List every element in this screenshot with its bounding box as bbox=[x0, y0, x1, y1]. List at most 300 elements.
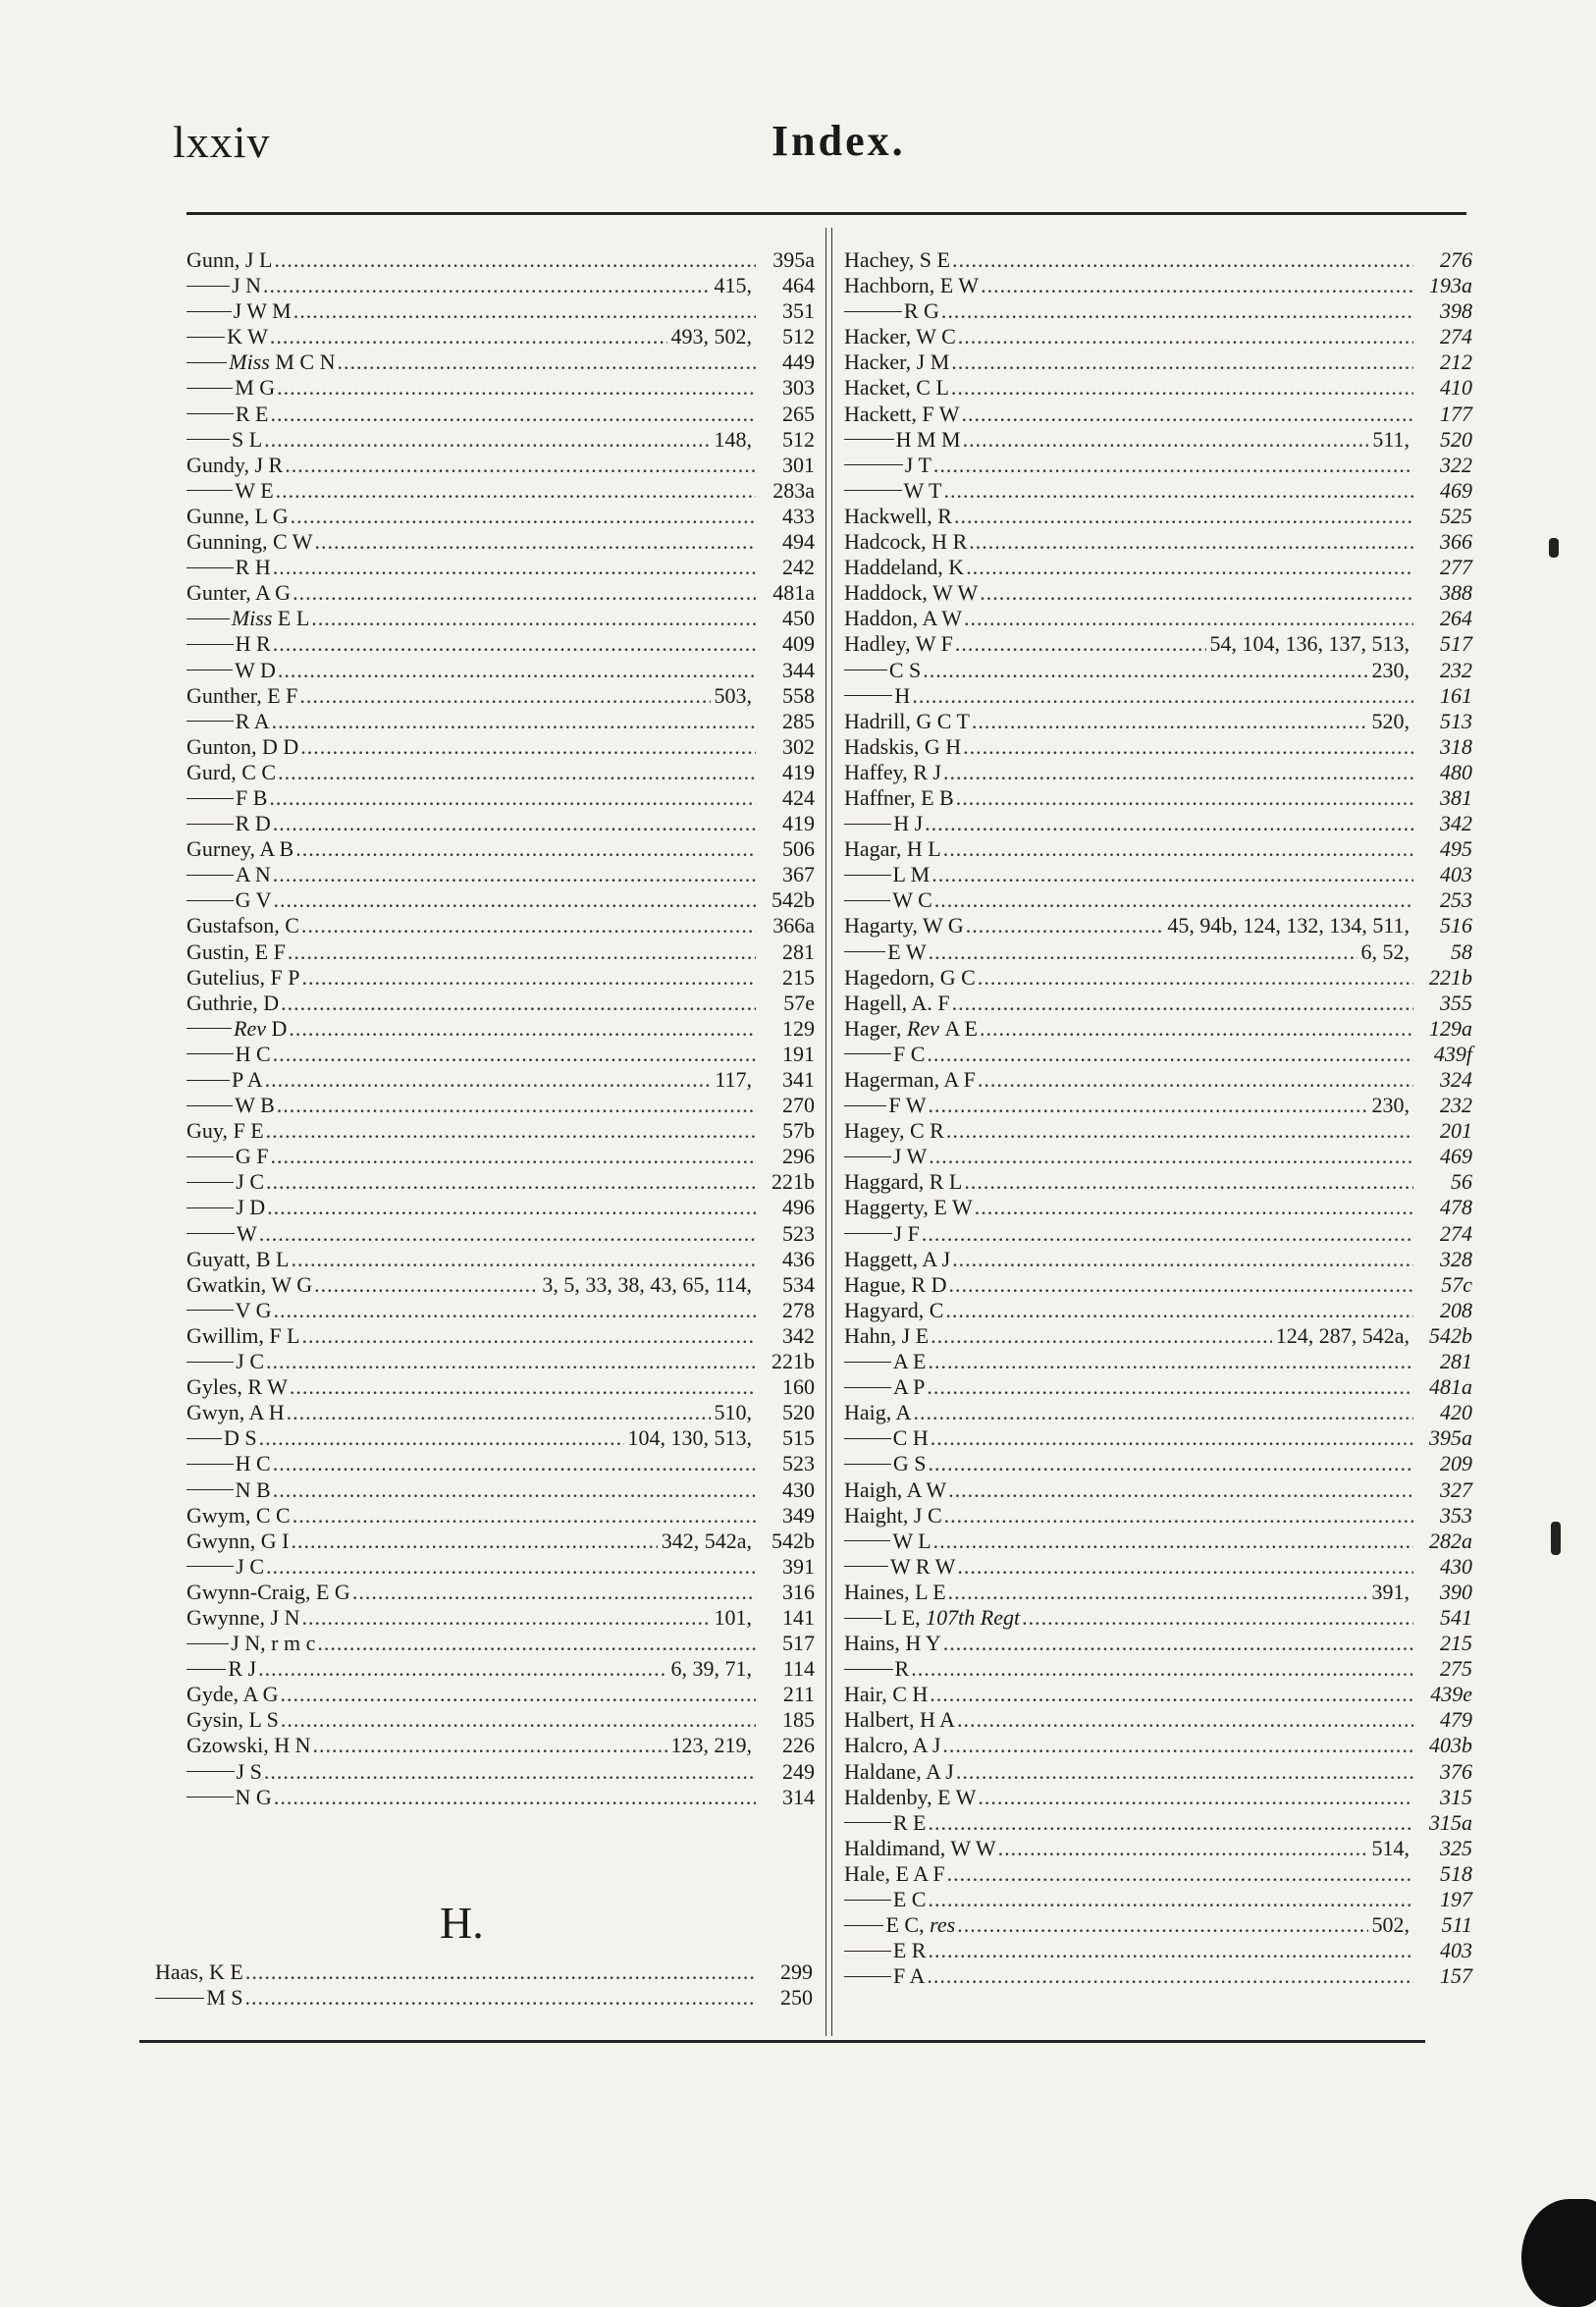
index-entry bbox=[844, 324, 1472, 349]
entry-name: Gyles, R W bbox=[186, 1374, 288, 1400]
ditto-dash bbox=[186, 439, 230, 440]
entry-name: P A bbox=[232, 1067, 263, 1092]
index-entry bbox=[186, 1631, 815, 1656]
entry-page: 314 bbox=[782, 1784, 815, 1809]
dot-leader bbox=[951, 375, 1413, 401]
entry-name: J D bbox=[236, 1195, 266, 1220]
entry-name: J W bbox=[892, 1144, 928, 1169]
dot-leader bbox=[264, 427, 710, 453]
index-entry bbox=[186, 555, 815, 580]
entry-page: 221b bbox=[771, 1349, 815, 1374]
entry-page: 281 bbox=[1440, 1349, 1472, 1374]
entry-name: Haig, A bbox=[844, 1400, 912, 1425]
ditto-dash bbox=[186, 1669, 226, 1670]
ditto-dash bbox=[186, 490, 233, 491]
ditto-dash bbox=[186, 644, 234, 645]
ditto-dash bbox=[186, 1182, 234, 1183]
dot-leader bbox=[302, 1323, 756, 1349]
index-entry bbox=[844, 939, 1472, 965]
dot-leader bbox=[928, 1938, 1413, 1963]
dot-leader bbox=[946, 1118, 1413, 1144]
dot-leader bbox=[954, 504, 1413, 529]
entry-name: V G bbox=[235, 1297, 272, 1322]
dot-leader bbox=[273, 887, 756, 913]
entry-name: Gysin, L S bbox=[186, 1707, 279, 1733]
entry-name: Hagyard, C bbox=[844, 1297, 944, 1322]
entry-page: 57c bbox=[1441, 1271, 1472, 1297]
entry-page: 516 bbox=[1440, 913, 1472, 939]
entry-page: 283a bbox=[772, 477, 815, 503]
dot-leader bbox=[980, 580, 1413, 606]
ditto-dash bbox=[844, 900, 890, 901]
entry-name: A P bbox=[892, 1374, 926, 1400]
dot-leader bbox=[928, 1810, 1413, 1836]
entry-name: Guthrie, D bbox=[186, 990, 280, 1015]
entry-name: Gundy, J R bbox=[186, 452, 284, 477]
entry-name: K W bbox=[227, 324, 268, 349]
entry-name: Gwillim, F L bbox=[186, 1322, 300, 1348]
entry-name: Hacker, J M bbox=[844, 349, 950, 375]
entry-name: Haddeland, K bbox=[844, 555, 965, 580]
index-entry bbox=[186, 1733, 815, 1758]
index-entry bbox=[844, 887, 1472, 913]
dot-leader bbox=[259, 1425, 624, 1451]
dot-leader bbox=[963, 427, 1369, 453]
dot-leader bbox=[943, 1631, 1413, 1656]
index-entry bbox=[844, 1042, 1472, 1067]
entry-page: 197 bbox=[1440, 1887, 1472, 1911]
index-entry bbox=[186, 478, 815, 504]
entry-name: W C bbox=[892, 887, 932, 913]
index-entry bbox=[186, 1656, 815, 1682]
ditto-dash bbox=[186, 1053, 234, 1054]
dot-leader bbox=[943, 760, 1413, 785]
index-entry bbox=[186, 1785, 815, 1810]
index-entry bbox=[844, 1067, 1472, 1093]
entry-name: Gwynne, J N bbox=[186, 1604, 300, 1630]
index-entry bbox=[844, 504, 1472, 529]
ditto-dash bbox=[186, 1207, 234, 1208]
entry-name: Hains, H Y bbox=[844, 1631, 941, 1656]
entry-name: Gurd, C C bbox=[186, 759, 277, 784]
entry-extra-pages: 54, 104, 136, 137, 513, bbox=[1209, 631, 1410, 657]
dot-leader bbox=[975, 1195, 1413, 1220]
index-entry bbox=[844, 1912, 1472, 1938]
entry-name: Hacker, W C bbox=[844, 324, 956, 349]
ditto-dash bbox=[844, 1438, 891, 1439]
dot-leader bbox=[277, 375, 756, 401]
ditto-dash bbox=[844, 439, 894, 440]
entry-page: 215 bbox=[1440, 1631, 1472, 1656]
entry-page: 322 bbox=[1440, 452, 1472, 477]
dot-leader bbox=[270, 324, 667, 349]
entry-name: Hadskis, G H bbox=[844, 733, 962, 759]
entry-name: W L bbox=[892, 1528, 931, 1553]
dot-leader bbox=[302, 965, 756, 991]
entry-page: 242 bbox=[782, 555, 815, 580]
dot-leader bbox=[925, 811, 1413, 836]
entry-page: 325 bbox=[1440, 1835, 1472, 1860]
dot-leader bbox=[291, 504, 756, 529]
ditto-dash bbox=[186, 1771, 235, 1772]
index-entry bbox=[844, 734, 1472, 760]
dot-leader bbox=[273, 811, 756, 836]
index-entry bbox=[844, 1093, 1472, 1118]
dot-leader bbox=[978, 1785, 1413, 1810]
entry-name: F A bbox=[892, 1963, 926, 1989]
entry-page: 542b bbox=[771, 887, 815, 913]
entry-name: Hagar, H L bbox=[844, 836, 941, 862]
index-entry bbox=[186, 349, 815, 375]
entry-page: 208 bbox=[1440, 1297, 1472, 1322]
index-entry bbox=[186, 1118, 815, 1144]
entry-name: Haigh, A W bbox=[844, 1476, 947, 1502]
dot-leader bbox=[956, 1759, 1413, 1785]
entry-page: 303 bbox=[782, 375, 815, 401]
dot-leader bbox=[276, 478, 756, 504]
dot-leader bbox=[273, 555, 756, 580]
entry-name: G S bbox=[892, 1451, 927, 1476]
ditto-dash bbox=[844, 824, 891, 825]
ditto-dash bbox=[844, 1362, 891, 1363]
index-entry bbox=[844, 836, 1472, 862]
entry-page: 264 bbox=[1440, 606, 1472, 631]
entry-page: 520 bbox=[782, 1400, 815, 1425]
entry-page: 518 bbox=[1440, 1860, 1472, 1886]
entry-page: 129a bbox=[1429, 1015, 1472, 1041]
index-entry bbox=[186, 760, 815, 785]
entry-page: 355 bbox=[1440, 990, 1472, 1015]
dot-leader bbox=[266, 1349, 756, 1374]
index-entry bbox=[186, 709, 815, 734]
entry-page: 436 bbox=[782, 1246, 815, 1271]
entry-page: 276 bbox=[1440, 247, 1472, 272]
entry-page: 542b bbox=[1429, 1322, 1472, 1348]
page-title: Index. bbox=[771, 117, 906, 165]
index-entry bbox=[186, 785, 815, 811]
index-entry bbox=[844, 683, 1472, 709]
dot-leader bbox=[962, 402, 1413, 427]
entry-page: 495 bbox=[1440, 836, 1472, 862]
dot-leader bbox=[929, 939, 1357, 965]
index-entry bbox=[844, 402, 1472, 427]
entry-name: Gustafson, C bbox=[186, 913, 299, 939]
entry-name: Halcro, A J bbox=[844, 1733, 941, 1758]
entry-page: 523 bbox=[782, 1220, 815, 1246]
ditto-dash bbox=[844, 464, 903, 465]
entry-page: 494 bbox=[782, 529, 815, 555]
entry-name: Gwatkin, W G bbox=[186, 1271, 313, 1297]
entry-extra-pages: 101, bbox=[714, 1604, 752, 1630]
entry-page: 512 bbox=[782, 324, 815, 349]
dot-leader bbox=[265, 1067, 712, 1093]
dot-leader bbox=[969, 529, 1413, 555]
index-entry bbox=[844, 760, 1472, 785]
index-entry bbox=[844, 1733, 1472, 1758]
entry-page: 315a bbox=[1429, 1809, 1472, 1835]
index-entry bbox=[844, 453, 1472, 478]
entry-name: J W M bbox=[233, 298, 292, 324]
dot-leader bbox=[928, 1451, 1413, 1476]
dot-leader bbox=[957, 1912, 1367, 1938]
ditto-dash bbox=[186, 900, 234, 901]
ditto-dash bbox=[186, 824, 234, 825]
ditto-dash bbox=[844, 1566, 888, 1567]
index-entry bbox=[186, 1425, 815, 1451]
dot-leader bbox=[274, 247, 756, 273]
entry-name: Gwym, C C bbox=[186, 1502, 291, 1528]
entry-page: 56 bbox=[1451, 1169, 1472, 1195]
index-entry bbox=[844, 862, 1472, 887]
entry-page: 278 bbox=[782, 1297, 815, 1322]
index-entry bbox=[186, 1067, 815, 1093]
dot-leader bbox=[943, 836, 1413, 862]
index-entry bbox=[186, 913, 815, 939]
entry-extra-pages: 124, 287, 542a, bbox=[1275, 1322, 1410, 1348]
entry-page: 542b bbox=[771, 1528, 815, 1553]
dot-leader bbox=[352, 1580, 756, 1605]
index-entry bbox=[186, 529, 815, 555]
dot-leader bbox=[301, 913, 756, 939]
entry-name: G V bbox=[235, 887, 272, 913]
entry-name: W bbox=[237, 1220, 257, 1246]
dot-leader bbox=[313, 1733, 667, 1758]
entry-extra-pages: 230, bbox=[1371, 1093, 1410, 1118]
ditto-dash bbox=[844, 670, 887, 671]
index-section-h bbox=[155, 1959, 813, 2011]
index-entry bbox=[844, 1631, 1472, 1656]
entry-page: 232 bbox=[1440, 1093, 1472, 1118]
index-entry bbox=[186, 298, 815, 324]
entry-page: 534 bbox=[782, 1271, 815, 1297]
entry-page: 403 bbox=[1440, 1938, 1472, 1963]
entry-page: 366a bbox=[772, 913, 815, 939]
entry-name: J F bbox=[893, 1220, 920, 1246]
ditto-dash bbox=[844, 1156, 891, 1157]
ditto-dash bbox=[844, 695, 892, 696]
entry-page: 114 bbox=[782, 1656, 815, 1682]
dot-leader bbox=[295, 836, 756, 862]
entry-name: N B bbox=[235, 1476, 271, 1502]
entry-name: D S bbox=[224, 1425, 257, 1451]
index-entry bbox=[186, 1323, 815, 1349]
index-entry bbox=[844, 1785, 1472, 1810]
dot-leader bbox=[288, 939, 756, 965]
entry-name: G F bbox=[235, 1144, 269, 1169]
dot-leader bbox=[958, 324, 1413, 349]
dot-leader bbox=[273, 862, 756, 887]
dot-leader bbox=[292, 1247, 757, 1272]
entry-name: Haggerty, E W bbox=[844, 1195, 973, 1220]
ditto-dash bbox=[186, 1489, 234, 1490]
entry-page: 388 bbox=[1440, 580, 1472, 606]
entry-extra-pages: 117, bbox=[715, 1067, 752, 1092]
entry-page: 367 bbox=[782, 862, 815, 887]
entry-page: 558 bbox=[782, 682, 815, 708]
index-entry bbox=[186, 1529, 815, 1554]
dot-leader bbox=[292, 1529, 658, 1554]
ditto-dash bbox=[186, 311, 232, 312]
index-entry bbox=[844, 1118, 1472, 1144]
entry-page: 395a bbox=[1429, 1425, 1472, 1451]
index-entry bbox=[186, 1093, 815, 1118]
entry-page: 403 bbox=[1440, 862, 1472, 887]
entry-page: 232 bbox=[1440, 657, 1472, 682]
dot-leader bbox=[302, 1605, 711, 1631]
entry-page: 57b bbox=[782, 1118, 815, 1144]
index-entry bbox=[186, 1451, 815, 1476]
index-entry bbox=[844, 606, 1472, 631]
index-entry bbox=[844, 1554, 1472, 1580]
index-entry bbox=[844, 529, 1472, 555]
index-entry bbox=[844, 1887, 1472, 1912]
entry-page: 410 bbox=[1440, 375, 1472, 401]
index-entry bbox=[186, 991, 815, 1016]
entry-name: Haight, J C bbox=[844, 1502, 942, 1528]
dot-leader bbox=[278, 658, 756, 683]
dot-leader bbox=[293, 298, 756, 324]
dot-leader bbox=[263, 273, 710, 298]
index-entry bbox=[186, 1169, 815, 1195]
entry-page: 541 bbox=[1440, 1604, 1472, 1630]
entry-name: Hagarty, W G bbox=[844, 913, 964, 939]
index-entry bbox=[844, 427, 1472, 453]
entry-name: Gunther, E F bbox=[186, 682, 298, 708]
entry-page: 341 bbox=[782, 1067, 815, 1092]
entry-name: W E bbox=[235, 477, 274, 503]
ditto-dash bbox=[844, 1951, 891, 1952]
entry-page: 299 bbox=[780, 1959, 813, 1984]
index-entry bbox=[844, 1938, 1472, 1963]
dot-leader bbox=[273, 1298, 756, 1323]
index-entry bbox=[844, 1349, 1472, 1374]
entry-name: F B bbox=[235, 784, 268, 810]
dot-leader bbox=[941, 298, 1413, 324]
entry-page: 517 bbox=[1440, 631, 1472, 657]
entry-name: Gwyn, A H bbox=[186, 1400, 285, 1425]
index-entry bbox=[186, 887, 815, 913]
index-entry bbox=[186, 402, 815, 427]
entry-name: E R bbox=[892, 1938, 927, 1963]
index-entry bbox=[186, 1605, 815, 1631]
dot-leader bbox=[978, 1067, 1413, 1093]
index-entry bbox=[844, 1861, 1472, 1887]
entry-page: 318 bbox=[1440, 733, 1472, 759]
index-entry bbox=[186, 1477, 815, 1503]
entry-page: 215 bbox=[782, 964, 815, 990]
entry-extra-pages: 3, 5, 33, 38, 43, 65, 114, bbox=[542, 1271, 752, 1297]
entry-name: C S bbox=[888, 657, 922, 682]
index-entry bbox=[844, 1272, 1472, 1298]
index-entry bbox=[186, 1016, 815, 1042]
entry-page: 270 bbox=[782, 1093, 815, 1118]
entry-page: 469 bbox=[1440, 1144, 1472, 1169]
dot-leader bbox=[957, 1554, 1413, 1580]
entry-name: Hackett, F W bbox=[844, 401, 960, 426]
index-entry bbox=[186, 1374, 815, 1400]
entry-page: 281 bbox=[782, 939, 815, 964]
ditto-dash bbox=[186, 388, 233, 389]
index-entry bbox=[186, 504, 815, 529]
entry-page: 327 bbox=[1440, 1476, 1472, 1502]
dot-leader bbox=[931, 1323, 1272, 1349]
index-column-left bbox=[186, 247, 815, 1810]
entry-name: Haffey, R J bbox=[844, 759, 941, 784]
index-entry bbox=[186, 965, 815, 991]
entry-page: 265 bbox=[782, 401, 815, 426]
ditto-dash bbox=[844, 1464, 891, 1465]
entry-page: 513 bbox=[1440, 708, 1472, 733]
index-entry bbox=[844, 1963, 1472, 1989]
bottom-rule bbox=[139, 2040, 1425, 2043]
entry-name: Hair, C H bbox=[844, 1682, 929, 1707]
index-entry bbox=[186, 324, 815, 349]
index-entry bbox=[186, 1042, 815, 1067]
entry-page: 424 bbox=[782, 784, 815, 810]
ditto-dash bbox=[186, 286, 230, 287]
index-entry bbox=[844, 1400, 1472, 1425]
entry-page: 481a bbox=[1429, 1374, 1472, 1400]
entry-name: Hackwell, R bbox=[844, 503, 952, 528]
dot-leader bbox=[931, 862, 1413, 887]
index-entry bbox=[844, 555, 1472, 580]
dot-leader bbox=[931, 1425, 1413, 1451]
entry-name: Hagey, C R bbox=[844, 1118, 944, 1144]
column-divider bbox=[825, 228, 832, 2036]
entry-extra-pages: 511, bbox=[1372, 426, 1410, 452]
dot-leader bbox=[281, 1707, 756, 1733]
ditto-dash bbox=[186, 1028, 232, 1029]
entry-page: 351 bbox=[782, 298, 815, 324]
index-entry bbox=[186, 658, 815, 683]
ditto-dash bbox=[186, 1438, 222, 1439]
dot-leader bbox=[923, 658, 1367, 683]
index-entry bbox=[155, 1985, 813, 2011]
entry-name: Haddock, W W bbox=[844, 580, 979, 606]
ditto-dash bbox=[186, 1156, 234, 1157]
entry-page: 512 bbox=[782, 426, 815, 452]
entry-page: 161 bbox=[1440, 682, 1472, 708]
entry-name: F W bbox=[888, 1093, 927, 1118]
top-rule bbox=[186, 212, 1466, 215]
index-entry bbox=[844, 1425, 1472, 1451]
entry-name: Haines, L E bbox=[844, 1579, 946, 1604]
entry-name: Haddon, A W bbox=[844, 606, 962, 631]
dot-leader bbox=[293, 1503, 756, 1529]
entry-page: 160 bbox=[782, 1374, 815, 1400]
dot-leader bbox=[285, 453, 756, 478]
entry-page: 274 bbox=[1440, 324, 1472, 349]
entry-name: Hale, E A F bbox=[844, 1860, 945, 1886]
dot-leader bbox=[911, 1656, 1413, 1682]
entry-page: 342 bbox=[782, 1322, 815, 1348]
entry-name: Gunne, L G bbox=[186, 503, 289, 528]
entry-name: Haldane, A J bbox=[844, 1758, 954, 1784]
dot-leader bbox=[273, 1042, 756, 1067]
dot-leader bbox=[957, 1707, 1413, 1733]
ditto-dash bbox=[186, 798, 234, 799]
entry-name: Hadley, W F bbox=[844, 631, 953, 657]
entry-page: 506 bbox=[782, 836, 815, 862]
dot-leader bbox=[944, 1503, 1413, 1529]
dot-leader bbox=[928, 1887, 1413, 1912]
ditto-dash bbox=[186, 875, 234, 876]
index-entry bbox=[186, 453, 815, 478]
dot-leader bbox=[998, 1836, 1368, 1861]
index-entry bbox=[844, 1298, 1472, 1323]
index-entry bbox=[186, 631, 815, 657]
dot-leader bbox=[266, 1554, 756, 1580]
